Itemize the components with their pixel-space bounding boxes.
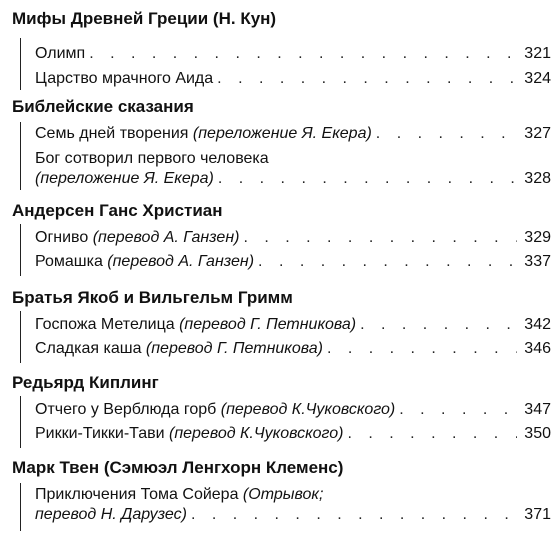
section-entries <box>20 311 551 363</box>
section-entries <box>20 483 551 531</box>
dot-leader <box>348 424 518 444</box>
toc-entry[interactable] <box>35 485 551 525</box>
page-number: 321 <box>524 45 551 62</box>
dot-leader <box>258 252 517 272</box>
dot-leader <box>327 339 517 359</box>
entry-translator: (перевод Г. Петникова) <box>145 340 323 357</box>
entry-translator: (перевод А. Ганзен) <box>92 229 240 246</box>
toc-entry[interactable] <box>35 149 551 189</box>
entry-translator: (перевод Г. Петникова) <box>179 316 357 333</box>
entry-title: Приключения Тома Сойера (Отрывок; <box>35 486 324 503</box>
dot-leader <box>360 315 517 335</box>
entry-title: Госпожа Метелица (перевод Г. Петникова) <box>35 316 357 333</box>
entry-translator: (переложение Я. Екера) <box>35 170 214 187</box>
section-title: Библейские сказания <box>12 97 194 116</box>
entry-translator: (перевод К.Чуковского) <box>220 401 396 418</box>
toc-entry[interactable] <box>35 424 551 444</box>
toc-entry[interactable] <box>35 124 551 144</box>
entry-title: Олимп <box>35 45 86 62</box>
section-title: Марк Твен (Сэмюэл Ленгхорн Клеменс) <box>12 458 344 477</box>
entry-translator: (перевод А. Ганзен) <box>107 253 255 270</box>
dot-leader <box>89 44 517 64</box>
toc-entry[interactable] <box>35 44 551 64</box>
section-entries <box>20 122 551 190</box>
dot-leader <box>243 228 517 248</box>
toc-section <box>0 200 560 276</box>
page-number: 342 <box>524 316 551 333</box>
page-number: 350 <box>524 425 551 442</box>
section-title: Андерсен Ганс Христиан <box>12 201 223 220</box>
dot-leader <box>218 169 517 189</box>
toc-entry[interactable] <box>35 228 551 248</box>
entry-title: Ромашка (перевод А. Ганзен) <box>35 253 255 270</box>
dot-leader <box>191 505 517 525</box>
toc-entry[interactable] <box>35 339 551 359</box>
page-number: 347 <box>524 401 551 418</box>
toc-section <box>0 8 560 88</box>
entry-title: Семь дней творения (переложение Я. Екера) <box>35 125 372 142</box>
toc-section <box>0 287 560 365</box>
dot-leader <box>217 69 517 89</box>
page-number: 346 <box>524 340 551 357</box>
page-number: 328 <box>524 170 551 187</box>
entry-translator: (Отрывок; <box>242 486 324 503</box>
dot-leader <box>376 124 517 144</box>
toc-entry[interactable] <box>35 252 551 272</box>
entry-title: Сладкая каша (перевод Г. Петникова) <box>35 340 323 357</box>
toc-entry[interactable] <box>35 69 551 89</box>
toc-section <box>0 372 560 450</box>
toc-entry[interactable] <box>35 400 551 420</box>
page-number: 371 <box>524 506 551 523</box>
page-number: 327 <box>524 125 551 142</box>
toc-section <box>0 96 560 191</box>
section-entries <box>20 38 551 90</box>
page-number: 337 <box>524 253 551 270</box>
section-entries <box>20 224 551 276</box>
entry-title: Отчего у Верблюда горб (перевод К.Чуковского) <box>35 401 396 418</box>
entry-translator-cont: перевод Н. Дарузес) <box>35 506 187 523</box>
dot-leader <box>399 400 517 420</box>
toc-section <box>0 457 560 531</box>
section-title: Мифы Древней Греции (Н. Кун) <box>12 9 277 28</box>
section-title: Братья Якоб и Вильгельм Гримм <box>12 288 293 307</box>
page-number: 324 <box>524 70 551 87</box>
entry-title: Рикки-Тикки-Тави (перевод К.Чуковского) <box>35 425 344 442</box>
section-title: Редьярд Киплинг <box>12 373 159 392</box>
entry-translator: (перевод К.Чуковского) <box>168 425 344 442</box>
entry-translator: (переложение Я. Екера) <box>192 125 372 142</box>
page-number: 329 <box>524 229 551 246</box>
entry-title: Огниво (перевод А. Ганзен) <box>35 229 240 246</box>
entry-title: Царство мрачного Аида <box>35 70 214 87</box>
entry-title: Бог сотворил первого человека <box>35 150 269 167</box>
toc-entry[interactable] <box>35 315 551 335</box>
section-entries <box>20 396 551 448</box>
